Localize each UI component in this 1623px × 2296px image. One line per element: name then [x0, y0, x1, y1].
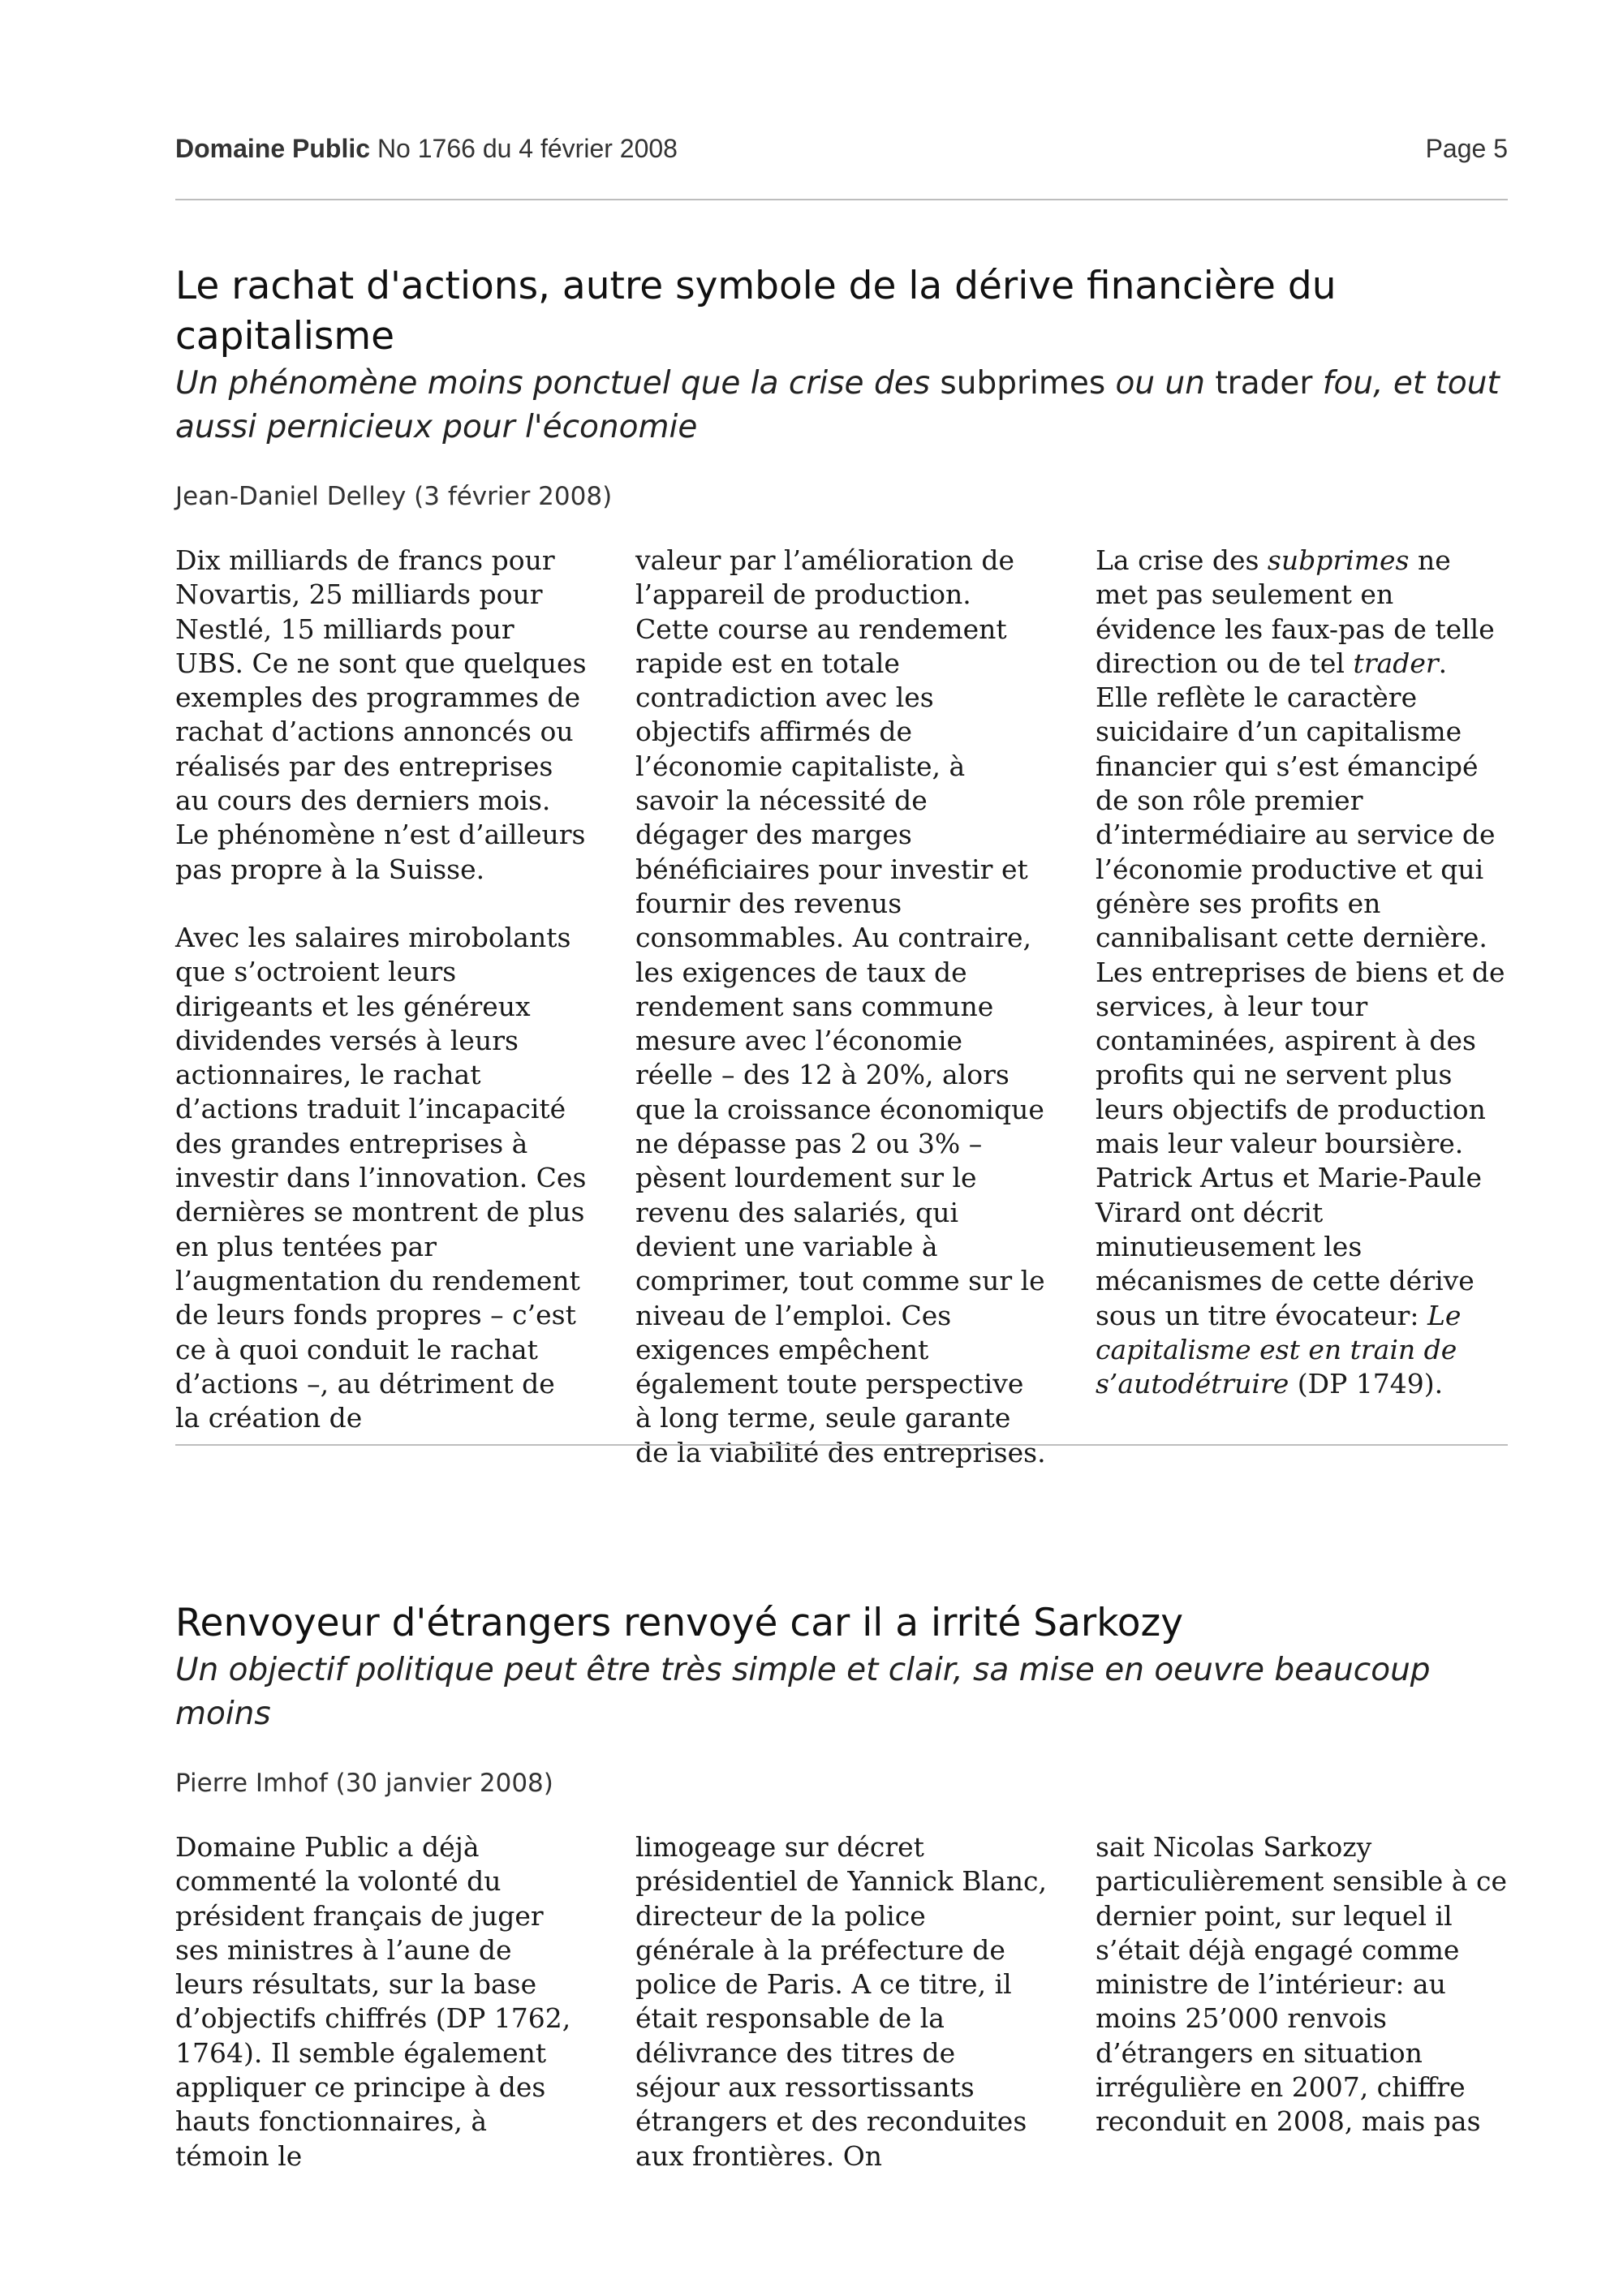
- issue-info: No 1766 du 4 février 2008: [377, 134, 678, 163]
- publication-name: Domaine Public: [175, 134, 371, 163]
- column-3: [1096, 1830, 1508, 2208]
- text-run: . Elle reflète le caractère suicidaire d’un capitalisme financier qui s’est émancipé de son rôle premier d’intermédiaire au service de l’économie productive et qui génère ses profits en cannibalisant cette dernière. Les entreprises de biens et de services, à leur tour contaminées, aspirent à des profits qui ne servent plus leurs objectifs de production mais leur valeur boursière. Patrick Artus et Marie-Paule Virard ont décrit minutieusement les mécanismes de cette dérive sous un titre évocateur:: [1096, 647, 1505, 1331]
- article-byline: Pierre Imhof (30 janvier 2008): [175, 1769, 553, 1798]
- subtitle-term: subprimes: [940, 365, 1106, 402]
- subtitle-term: trader: [1215, 365, 1313, 402]
- italic-term: trader: [1353, 647, 1439, 679]
- paragraph: valeur par l’amélioration de l’appareil de production. Cette course au rendement rapide est en totale contradiction avec les objectifs affirmés de l’économie capitaliste, à savoir la nécessité de dégager des marges bénéficiaires pour investir et fournir des revenus consommables. Au contraire, les exigences de taux de rendement sans commune mesure avec l’économie réelle – des 12 à 20%, alors que la croissance économique ne dépasse pas 2 ou 3% – pèsent lourdement sur le revenu des salariés, qui devient une variable à comprimer, tout comme sur le niveau de l’emploi. Ces exigences empêchent également toute perspective à long terme, seule garante de la viabilité des entreprises.: [635, 544, 1046, 1468]
- page-header: [175, 134, 1508, 174]
- subtitle-text: fou, et tout aussi pernicieux pour l'économie: [175, 365, 1500, 445]
- article-subtitle: Un objectif politique peut être très simple et clair, sa mise en oeuvre beaucoup moins: [175, 1652, 1431, 1732]
- page-number: Page 5: [1425, 134, 1508, 163]
- text-run: La crise des: [1096, 544, 1268, 576]
- article-columns: [175, 544, 1508, 1504]
- column-1: [175, 1830, 588, 2208]
- book-title: Le capitalisme est en train de s’autodétruire: [1096, 1299, 1462, 1400]
- article-byline: Jean-Daniel Delley (3 février 2008): [175, 482, 613, 511]
- paragraph: [1096, 544, 1508, 1401]
- article-renvoyeur: [175, 1598, 1508, 2208]
- column-3: [1096, 544, 1508, 1504]
- article-divider: [175, 1444, 1508, 1446]
- article-rachat-actions: [175, 261, 1508, 1504]
- header-divider: [175, 199, 1508, 200]
- article-title: Renvoyeur d'étrangers renvoyé car il a irrité Sarkozy: [175, 1601, 1184, 1645]
- article-title: Le rachat d'actions, autre symbole de la dérive financière du capitalisme: [175, 264, 1337, 359]
- italic-term: subprimes: [1267, 544, 1410, 576]
- subtitle-text: ou un: [1105, 365, 1216, 402]
- article-subtitle: [175, 362, 1508, 449]
- column-2: [635, 1830, 1048, 2208]
- article-columns: [175, 1830, 1508, 2208]
- paragraph: Dix milliards de francs pour Novartis, 25 milliards pour Nestlé, 15 milliards pour UBS. Ce ne sont que quelques exemples des programmes de rachat d’actions annoncés ou réalisés par des entreprises au cours des derniers mois. Le phénomène n’est d’ailleurs pas propre à la Suisse.: [175, 544, 587, 885]
- text-run: ne met pas seulement en évidence les faux-pas de telle direction ou de tel: [1096, 544, 1495, 679]
- text-run: (DP 1749).: [1289, 1368, 1444, 1400]
- subtitle-text: Un phénomène moins ponctuel que la crise des: [175, 365, 941, 402]
- column-2: [635, 544, 1048, 1504]
- paragraph: Domaine Public a déjà commenté la volonté du président français de juger ses ministres à l’aune de leurs résultats, sur la base d’objectifs chiffrés (DP 1762, 1764). Il semble également appliquer ce principe à des hauts fonctionnaires, à témoin le: [175, 1831, 571, 2172]
- column-1: [175, 544, 588, 1504]
- paragraph: Avec les salaires mirobolants que s’octroient leurs dirigeants et les généreux dividendes versés à leurs actionnaires, le rachat d’actions traduit l’incapacité des grandes entreprises à investir dans l’innovation. Ces dernières se montrent de plus en plus tentées par l’augmentation du rendement de leurs fonds propres – c’est ce à quoi conduit le rachat d’actions –, au détriment de la création de: [175, 921, 587, 1434]
- paragraph: limogeage sur décret présidentiel de Yannick Blanc, directeur de la police générale à la préfecture de police de Paris. A ce titre, il était responsable de la délivrance des titres de séjour aux ressortissants étrangers et des reconduites aux frontières. On: [635, 1831, 1047, 2172]
- paragraph: sait Nicolas Sarkozy particulièrement sensible à ce dernier point, sur lequel il s’était déjà engagé comme ministre de l’intérieur: au moins 25’000 renvois d’étrangers en situation irrégulière en 2007, chiffre reconduit en 2008, mais pas: [1096, 1831, 1507, 2138]
